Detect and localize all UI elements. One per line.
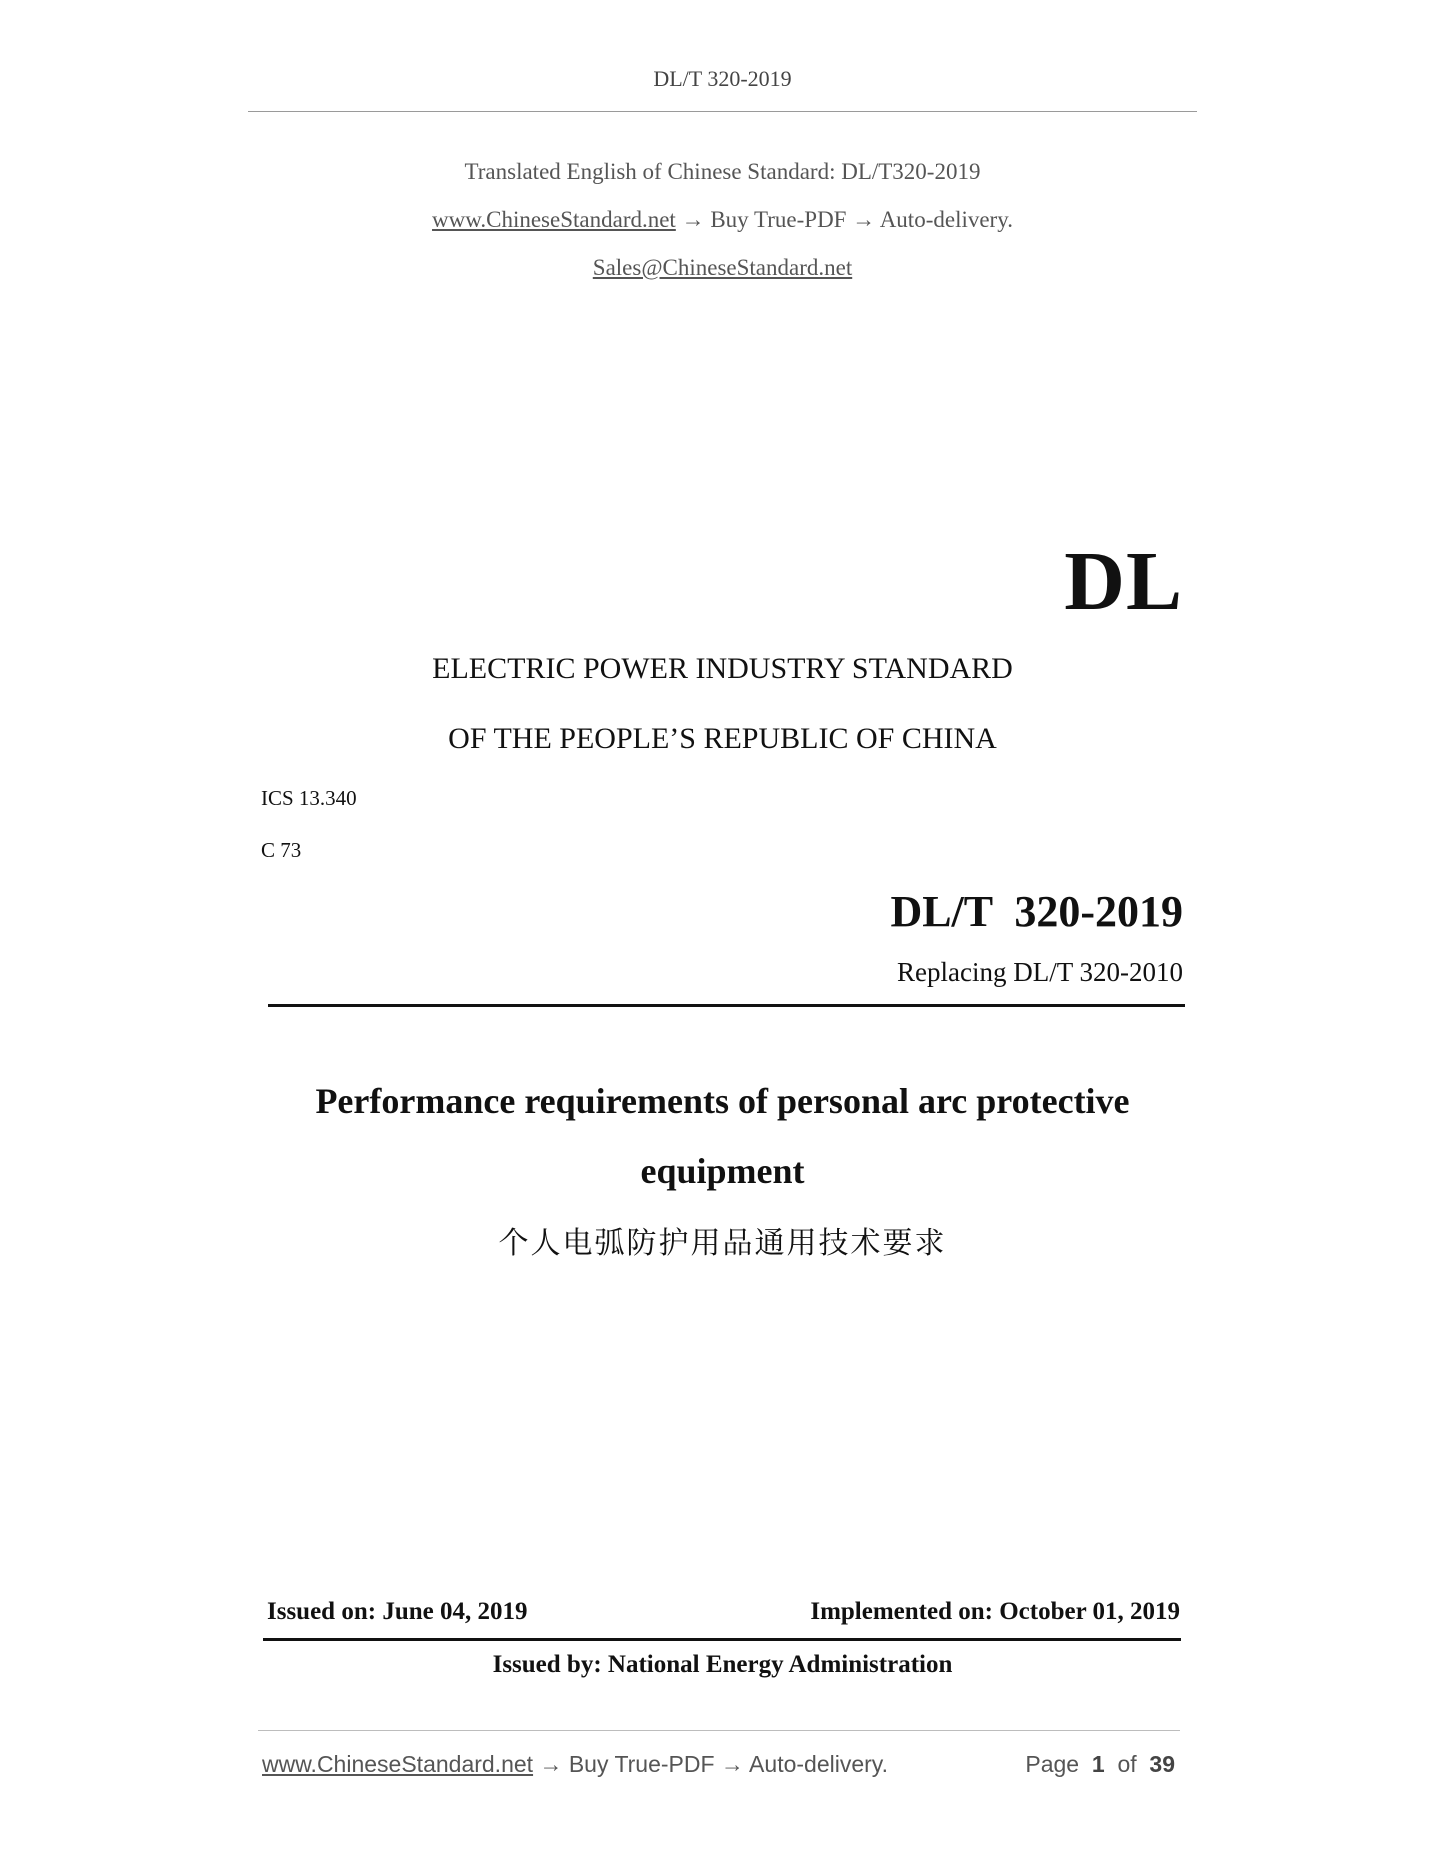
sales-email-link[interactable]: Sales@ChineseStandard.net [592, 255, 853, 280]
standard-number: DL/T 320-2019 [890, 887, 1183, 936]
of-label: of [1117, 1751, 1137, 1777]
dl-logo: DL [1064, 535, 1183, 628]
chinese-title: 个人电弧防护用品通用技术要求 [498, 1226, 947, 1261]
footer-purchase-line [262, 1751, 888, 1778]
translation-notice: Translated English of Chinese Standard: DL/T320-2019 [464, 159, 981, 184]
running-header: DL/T 320-2019 [653, 66, 792, 91]
english-title-line1: Performance requirements of personal arc protective [315, 1081, 1130, 1121]
page-label: Page [1025, 1751, 1080, 1777]
footer-divider [258, 1730, 1180, 1731]
ics-code: ICS 13.340 [261, 786, 357, 810]
header-divider [248, 111, 1197, 112]
issuing-authority: Issued by: National Energy Administration [492, 1651, 953, 1678]
purchase-line [0, 207, 1445, 233]
page-total: 39 [1149, 1751, 1175, 1777]
page-number: 1 [1091, 1751, 1105, 1777]
site-link[interactable]: www.ChineseStandard.net [432, 207, 676, 232]
english-title-line2: equipment [640, 1151, 805, 1191]
replacing-note: Replacing DL/T 320-2010 [897, 957, 1183, 987]
ccs-code: C 73 [261, 838, 302, 862]
page-indicator [1025, 1751, 1175, 1778]
footer-site-link[interactable]: www.ChineseStandard.net [262, 1751, 534, 1777]
issued-on-date: Issued on: June 04, 2019 [267, 1598, 528, 1625]
dates-divider [263, 1638, 1181, 1641]
sales-line [0, 255, 1445, 281]
implemented-on-date: Implemented on: October 01, 2019 [810, 1598, 1180, 1625]
industry-standard-line: ELECTRIC POWER INDUSTRY STANDARD [432, 652, 1013, 685]
country-line: OF THE PEOPLE’S REPUBLIC OF CHINA [448, 722, 997, 755]
title-divider [268, 1004, 1185, 1007]
purchase-text: → Buy True-PDF → Auto-delivery. [675, 207, 1013, 232]
footer-purchase-text: → Buy True-PDF → Auto-delivery. [533, 1751, 888, 1777]
